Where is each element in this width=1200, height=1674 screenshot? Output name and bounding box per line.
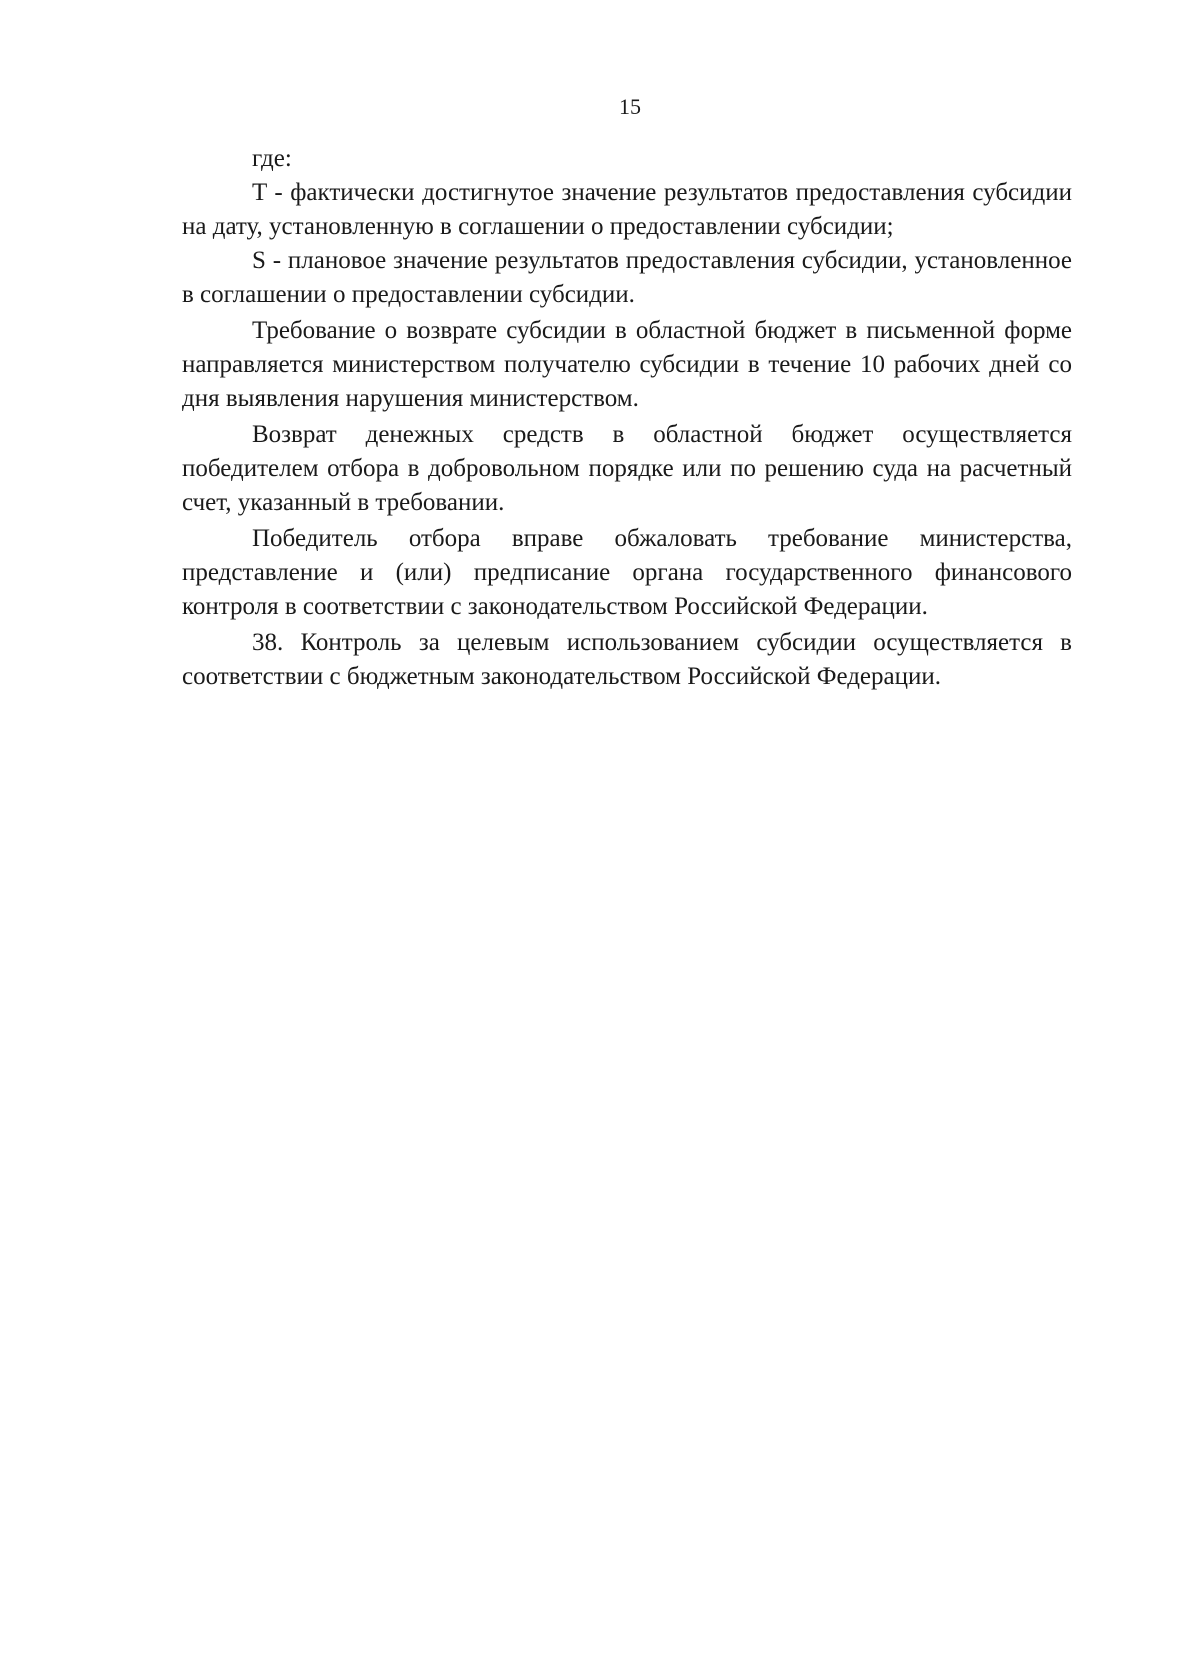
- page-number: 15: [619, 94, 641, 119]
- paragraph-appeal: Победитель отбора вправе обжаловать требование министерства, представление и (или) предписание органа государственного финансового контроля в соответствии с законодательством Российской Федерации.: [182, 525, 1072, 620]
- paragraph-funds-return: Возврат денежных средств в областной бюджет осуществляется победителем отбора в добровольном порядке или по решению суда на расчетный счет, указанный в требовании.: [182, 421, 1072, 516]
- paragraph-definition-t: T - фактически достигнутое значение результатов предоставления субсидии на дату, установленную в соглашении о предоставлении субсидии;: [182, 179, 1072, 240]
- document-body: [182, 142, 1072, 694]
- paragraph-definition-s: S - плановое значение результатов предоставления субсидии, установленное в соглашении о предоставлении субсидии.: [182, 247, 1072, 308]
- paragraph-item-38: 38. Контроль за целевым использованием субсидии осуществляется в соответствии с бюджетным законодательством Российской Федерации.: [182, 629, 1072, 690]
- paragraph-where: где:: [252, 145, 292, 172]
- paragraph-refund-demand: Требование о возврате субсидии в областной бюджет в письменной форме направляется министерством получателю субсидии в течение 10 рабочих дней со дня выявления нарушения министерством.: [182, 317, 1072, 412]
